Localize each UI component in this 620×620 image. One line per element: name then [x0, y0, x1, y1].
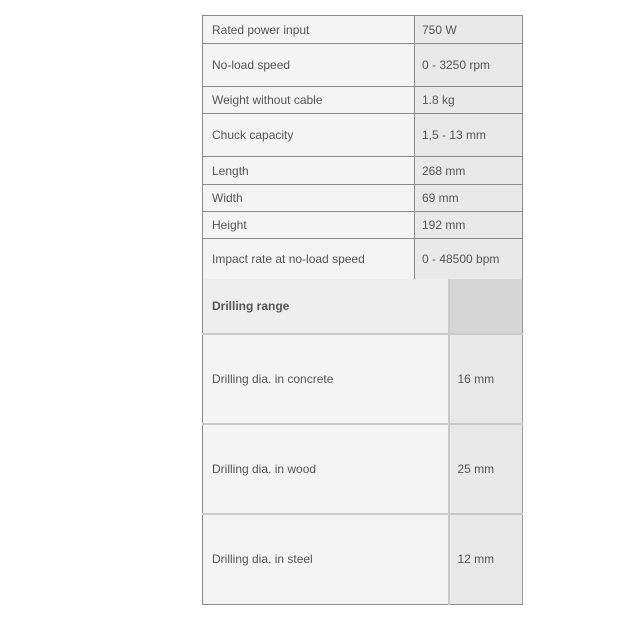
table-row — [203, 239, 523, 280]
spec-value: 69 mm — [415, 185, 523, 212]
spec-label: Weight without cable — [203, 87, 415, 114]
drilling-range-table — [202, 279, 523, 605]
drilling-value: 25 mm — [449, 424, 523, 514]
spec-label: Length — [203, 157, 415, 185]
spec-label: Height — [203, 212, 415, 239]
table-row — [203, 16, 523, 44]
spec-value: 268 mm — [415, 157, 523, 185]
drilling-label: Drilling dia. in steel — [203, 514, 449, 604]
table-row — [203, 114, 523, 157]
spec-value: 0 - 3250 rpm — [415, 44, 523, 87]
spec-label: Width — [203, 185, 415, 212]
table-row — [203, 185, 523, 212]
spec-value: 750 W — [415, 16, 523, 44]
drilling-range-header-cell — [449, 279, 523, 334]
table-row — [203, 424, 523, 514]
spec-label: No-load speed — [203, 44, 415, 87]
spec-value: 1,5 - 13 mm — [415, 114, 523, 157]
drilling-label: Drilling dia. in concrete — [203, 334, 449, 424]
table-row — [203, 212, 523, 239]
table-row — [203, 87, 523, 114]
spec-value: 192 mm — [415, 212, 523, 239]
drilling-range-header — [203, 279, 523, 334]
table-row — [203, 334, 523, 424]
table-row — [203, 157, 523, 185]
drilling-range-heading: Drilling range — [203, 279, 449, 334]
drilling-label: Drilling dia. in wood — [203, 424, 449, 514]
spec-label: Impact rate at no-load speed — [203, 239, 415, 280]
spec-label: Rated power input — [203, 16, 415, 44]
spec-label: Chuck capacity — [203, 114, 415, 157]
drilling-value: 16 mm — [449, 334, 523, 424]
drilling-value: 12 mm — [449, 514, 523, 604]
spec-value: 0 - 48500 bpm — [415, 239, 523, 280]
table-row — [203, 514, 523, 604]
specifications-table — [202, 15, 523, 280]
spec-value: 1.8 kg — [415, 87, 523, 114]
table-row — [203, 44, 523, 87]
